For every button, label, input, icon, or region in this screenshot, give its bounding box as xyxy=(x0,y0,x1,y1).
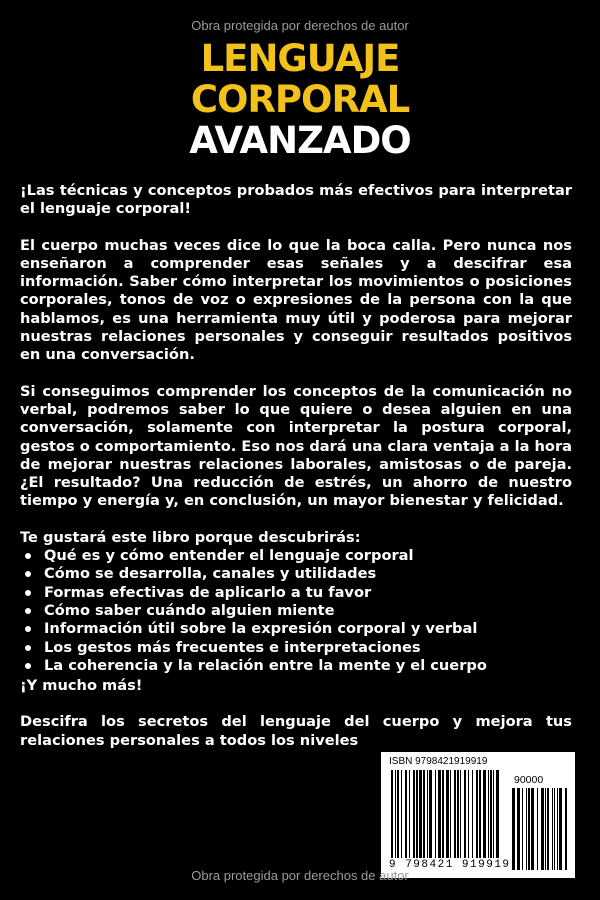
barcode-bar xyxy=(472,770,473,858)
barcode-box xyxy=(381,752,575,878)
book-title xyxy=(0,38,600,161)
title-line-2: CORPORAL xyxy=(190,78,410,121)
list-item: Los gestos más frecuentes e interpretaciones xyxy=(20,639,572,657)
paragraph-body-1: El cuerpo muchas veces dice lo que la boca calla. Pero nunca nos enseñaron a comprender esas señales y a descifrar esa información. Saber cómo interpretar los movimientos o posiciones corporales, tonos de voz o expresiones de la persona con la que hablamos, es una herramienta muy útil y poderosa para mejorar nuestras relaciones personales y conseguir resultados positivos en una conversación. xyxy=(20,236,572,364)
barcode-bar xyxy=(460,770,461,858)
barcode-bar xyxy=(427,770,428,858)
paragraph-body-2: Si conseguimos comprender los conceptos de la comunicación no verbal, podremos saber lo que quiere o desea alguien en una conversación, solamente con interpretar la postura corporal, gestos o comportamiento. Eso nos dará una clara ventaja a la hora de mejorar nuestras relaciones laborales, amistosas o de pareja. ¿El resultado? Una reducción de estrés, un ahorro de nuestro tiempo y energía y, en conclusión, un mayor bienestar y felicidad. xyxy=(20,382,572,510)
barcode-bar xyxy=(547,788,549,870)
benefit-list xyxy=(20,547,572,675)
more-text: ¡Y mucho más! xyxy=(20,677,143,695)
barcode-bar xyxy=(397,770,399,858)
list-intro: Te gustará este libro porque descubrirás: xyxy=(20,528,361,546)
barcode-bar xyxy=(413,770,415,858)
barcode-bar xyxy=(554,788,555,870)
list-item: Cómo saber cuándo alguien miente xyxy=(20,602,572,620)
barcode-bar xyxy=(526,788,527,870)
barcode-bar xyxy=(565,788,567,870)
barcode-bar xyxy=(528,788,530,870)
barcode-bar xyxy=(401,770,402,858)
barcode-bar xyxy=(483,770,486,858)
watermark-top: Obra protegida por derechos de autor xyxy=(191,18,409,33)
barcode-bar xyxy=(522,788,523,870)
barcode-bar xyxy=(464,770,466,858)
barcode-bar xyxy=(545,788,546,870)
barcode-bar xyxy=(457,770,459,858)
barcode-bar xyxy=(409,770,410,858)
barcode-bar xyxy=(450,770,451,858)
back-cover-text xyxy=(20,182,572,768)
barcode-bar xyxy=(488,770,489,858)
barcode-bar xyxy=(512,788,515,870)
barcode-bar xyxy=(423,770,425,858)
list-item: Formas efectivas de aplicarlo a tu favor xyxy=(20,584,572,602)
paragraph-intro: ¡Las técnicas y conceptos probados más efectivos para interpretar el lenguaje corporal! xyxy=(20,182,572,218)
closing-text: Descifra los secretos del lenguaje del cuerpo y mejora tus relaciones personales a todos los niveles xyxy=(20,713,572,749)
barcode-bar xyxy=(405,770,407,858)
barcode-bar xyxy=(496,770,499,858)
barcode-bar xyxy=(454,770,456,858)
barcode-bar xyxy=(476,770,478,858)
list-item: Cómo se desarrolla, canales y utilidades xyxy=(20,565,572,583)
barcode-bar xyxy=(531,788,534,870)
barcode-bar xyxy=(438,770,441,858)
barcode-bar xyxy=(429,770,432,858)
list-item: La coherencia y la relación entre la mente y el cuerpo xyxy=(20,657,572,675)
watermark-bottom: Obra protegida por derechos de autor xyxy=(191,868,409,883)
barcode-bar xyxy=(552,788,553,870)
isbn-label: ISBN 9798421919919 xyxy=(389,756,488,767)
barcode-bar xyxy=(557,788,558,870)
barcode-bar xyxy=(537,788,538,870)
barcode-bar xyxy=(419,770,422,858)
barcode-bar xyxy=(468,770,469,858)
barcode-bar xyxy=(395,770,396,858)
title-line-1: LENGUAJE xyxy=(200,37,400,80)
barcode-bar xyxy=(559,788,562,870)
barcode-bar xyxy=(541,788,544,870)
list-item: Qué es y cómo entender el lenguaje corporal xyxy=(20,547,572,565)
barcode-bar xyxy=(416,770,418,858)
title-line-3: AVANZADO xyxy=(189,119,411,162)
barcode-bar xyxy=(493,770,494,858)
barcode-bar xyxy=(517,788,520,870)
barcode-bar xyxy=(446,770,449,858)
price-code: 90000 xyxy=(514,774,544,786)
isbn-digits: 9 798421 919919 xyxy=(389,859,511,871)
barcode-bar xyxy=(435,770,436,858)
barcode-bar xyxy=(391,770,393,858)
barcode-bar xyxy=(479,770,481,858)
barcode-bar xyxy=(442,770,444,858)
list-item: Información útil sobre la expresión corporal y verbal xyxy=(20,620,572,638)
barcode-bar xyxy=(490,770,492,858)
